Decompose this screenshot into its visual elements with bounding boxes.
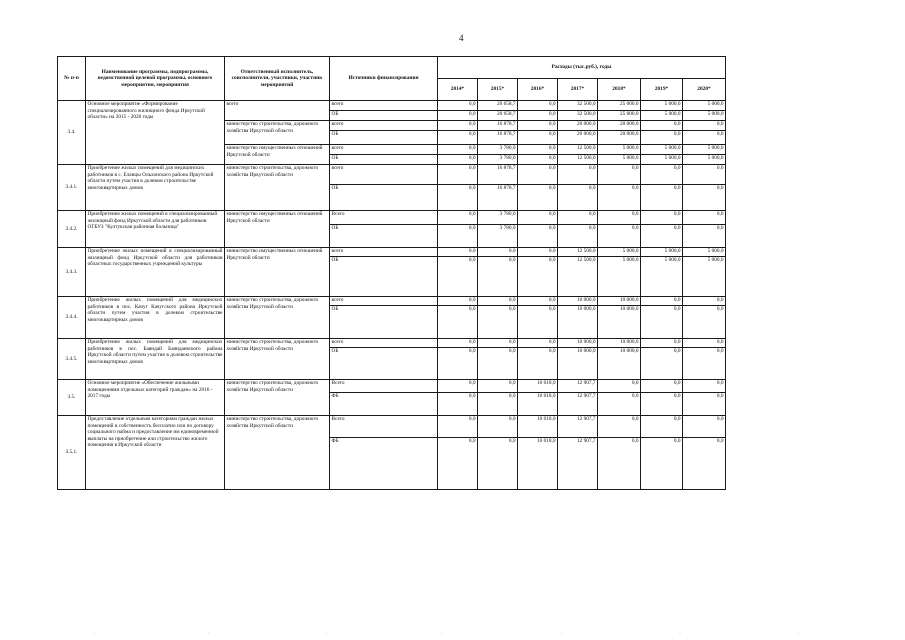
scan-mark: · [561,631,563,637]
amount-cell: 20 658,7 [478,101,518,111]
amount-cell: 5 000,0 [641,248,683,257]
funding-source: ОБ [330,225,438,248]
amount-cell: 10 018,0 [518,416,558,438]
row-number: 3.4.2. [58,211,86,248]
header-name: Наименование программы, подпрограммы, ведомственной целевой программы, основного мероприятия, мероприятия [86,57,225,101]
amount-cell: 12 500,0 [558,155,598,165]
funding-source: ОБ [330,111,438,121]
funding-source: ОБ [330,185,438,211]
amount-cell: 5 000,0 [641,145,683,155]
amount-cell: 20 000,0 [558,121,598,131]
amount-cell: 16 878,7 [478,121,518,131]
amount-cell: 10 000,0 [598,297,641,306]
amount-cell: 0,0 [518,339,558,348]
funding-source: ФБ [330,438,438,490]
amount-cell: 5 000,0 [641,111,683,121]
amount-cell: 10 000,0 [558,348,598,380]
amount-cell: 0,0 [438,380,478,393]
amount-cell: 0,0 [478,257,518,297]
funding-source: всего [330,339,438,348]
amount-cell: 0,0 [518,111,558,121]
funding-source: ОБ [330,306,438,339]
row-name: Приобретение жилых помещений для медицинских работников в с. Еланцы Ольхонского района Иркутской области путем участия в долевом строительстве многоквартирных домов [86,165,225,211]
amount-cell: 0,0 [438,211,478,225]
amount-cell: 0,0 [438,185,478,211]
row-number: 3.4.5. [58,339,86,380]
amount-cell: 0,0 [683,306,726,339]
amount-cell: 12 500,0 [558,257,598,297]
amount-cell: 0,0 [438,131,478,145]
amount-cell: 5 000,0 [598,155,641,165]
amount-cell: 16 878,7 [478,131,518,145]
row-number: 3.4.4. [58,297,86,339]
funding-source: ОБ [330,348,438,380]
amount-cell: 10 018,0 [518,393,558,416]
amount-cell: 3 780,0 [478,211,518,225]
amount-cell: 12 500,0 [558,145,598,155]
funding-source: всего [330,101,438,111]
funding-source: ОБ [330,155,438,165]
amount-cell: 0,0 [518,257,558,297]
scan-mark: · [325,631,327,637]
amount-cell: 0,0 [438,248,478,257]
amount-cell: 0,0 [683,393,726,416]
amount-cell: 0,0 [518,155,558,165]
amount-cell: 12 907,7 [558,416,598,438]
amount-cell: 5 000,0 [683,145,726,155]
header-year: 2019* [641,79,683,101]
amount-cell: 0,0 [641,211,683,225]
amount-cell: 0,0 [478,348,518,380]
amount-cell: 5 000,0 [641,155,683,165]
amount-cell: 0,0 [683,438,726,490]
amount-cell: 0,0 [438,306,478,339]
amount-cell: 5 000,0 [598,145,641,155]
amount-cell: 0,0 [438,416,478,438]
header-num: № п-п [58,57,86,101]
amount-cell: 0,0 [438,438,478,490]
funding-source: всего [330,145,438,155]
funding-source: ОБ [330,131,438,145]
amount-cell: 0,0 [518,348,558,380]
row-name: Основное мероприятие «Формирование специализированного жилищного фонда Иркутской области» на 2015 - 2020 годы [86,101,225,165]
amount-cell: 0,0 [518,297,558,306]
amount-cell: 0,0 [518,101,558,111]
amount-cell: 0,0 [438,145,478,155]
row-executor: министерство строительства, дорожного хозяйства Иркутской области [225,380,330,416]
amount-cell: 0,0 [438,111,478,121]
amount-cell: 12 500,0 [558,248,598,257]
amount-cell: 0,0 [598,225,641,248]
amount-cell: 0,0 [438,155,478,165]
amount-cell: 10 000,0 [598,339,641,348]
amount-cell: 0,0 [518,306,558,339]
amount-cell: 5 000,0 [641,257,683,297]
amount-cell: 0,0 [641,339,683,348]
amount-cell: 0,0 [478,306,518,339]
row-number: 3.5.1. [58,416,86,490]
row-name: Приобретение жилых помещений для медицинских работников в пос. Качуг Качугского района Иркутской области путем участия в долевом строительстве многоквартирных домов [86,297,225,339]
amount-cell: 0,0 [641,185,683,211]
amount-cell: 0,0 [641,131,683,145]
amount-cell: 5 000,0 [641,101,683,111]
header-year: 2015* [478,79,518,101]
amount-cell: 0,0 [518,121,558,131]
amount-cell: 0,0 [478,248,518,257]
amount-cell: 25 000,0 [598,111,641,121]
row-name: Предоставление отдельным категориям граждан жилых помещений в собственность бесплатно или по договору социального найма и предоставление им единовременной выплаты на приобретение или строительство жилого помещения в Иркутской области [86,416,225,490]
header-year: 2017* [558,79,598,101]
amount-cell: 0,0 [641,306,683,339]
amount-cell: 0,0 [641,393,683,416]
amount-cell: 0,0 [558,211,598,225]
scan-mark: · [679,631,681,637]
row-name: Приобретение жилых помещений в специализированный жилищный фонд Иркутской области для работников областных государственных учреждений культуры [86,248,225,297]
amount-cell: 20 000,0 [598,121,641,131]
funding-source: всего [330,121,438,131]
amount-cell: 5 000,0 [683,257,726,297]
amount-cell: 0,0 [683,185,726,211]
amount-cell: 0,0 [558,165,598,185]
row-name: Приобретение жилых помещений для медицинских работников в пос. Баяндай Баяндаевского района Иркутской области путем участия в долевом строительстве многоквартирных домов [86,339,225,380]
amount-cell: 0,0 [641,121,683,131]
header-source: Источники финансирования [330,57,438,101]
amount-cell: 0,0 [518,145,558,155]
amount-cell: 0,0 [598,380,641,393]
scan-mark: · [797,631,799,637]
amount-cell: 0,0 [478,393,518,416]
row-executor: министерство имущественных отношений Иркутской области [225,248,330,297]
amount-cell: 0,0 [683,348,726,380]
header-executor: Ответственный исполнитель, соисполнители, участники, участник мероприятий [225,57,330,101]
funding-source: ОБ [330,257,438,297]
row-executor: министерство строительства, дорожного хозяйства Иркутской области [225,297,330,339]
amount-cell: 0,0 [438,257,478,297]
amount-cell: 0,0 [558,225,598,248]
row-number: 3.4. [58,101,86,165]
amount-cell: 5 000,0 [683,155,726,165]
amount-cell: 10 000,0 [558,297,598,306]
amount-cell: 0,0 [518,185,558,211]
amount-cell: 0,0 [438,339,478,348]
amount-cell: 0,0 [478,438,518,490]
amount-cell: 0,0 [518,131,558,145]
amount-cell: 12 907,7 [558,393,598,416]
amount-cell: 5 000,0 [598,257,641,297]
amount-cell: 0,0 [598,185,641,211]
funding-source: Всего [330,211,438,225]
amount-cell: 0,0 [438,121,478,131]
amount-cell: 0,0 [683,416,726,438]
amount-cell: 12 907,7 [558,438,598,490]
amount-cell: 0,0 [518,225,558,248]
row-executor: министерство строительства, дорожного хозяйства Иркутской области [225,121,330,145]
amount-cell: 0,0 [641,348,683,380]
header-expenses: Расходы (тыс.руб.), годы [438,57,726,79]
amount-cell: 5 000,0 [683,111,726,121]
funding-source: всего [330,297,438,306]
funding-source: Всего [330,416,438,438]
amount-cell: 0,0 [558,185,598,211]
amount-cell: 12 907,7 [558,380,598,393]
row-executor: министерство строительства, дорожного хозяйства Иркутской области [225,416,330,490]
amount-cell: 0,0 [438,225,478,248]
amount-cell: 0,0 [683,297,726,306]
amount-cell: 0,0 [518,211,558,225]
amount-cell: 10 000,0 [558,306,598,339]
amount-cell: 0,0 [641,416,683,438]
amount-cell: 20 000,0 [558,131,598,145]
row-number: 3.4.1. [58,165,86,211]
amount-cell: 20 658,7 [478,111,518,121]
scan-mark: · [208,631,210,637]
amount-cell: 0,0 [438,165,478,185]
row-number: 3.5. [58,380,86,416]
amount-cell: 5 000,0 [683,101,726,111]
amount-cell: 25 000,0 [598,101,641,111]
header-year: 2016* [518,79,558,101]
amount-cell: 0,0 [683,380,726,393]
amount-cell: 20 000,0 [598,131,641,145]
row-name: Приобретение жилых помещений в специализированный жилищный фонд Иркутской области для работников ОГБУЗ "Култукская районная больница" [86,211,225,248]
funding-source: Всего [330,380,438,393]
amount-cell: 32 500,0 [558,101,598,111]
amount-cell: 5 000,0 [683,248,726,257]
amount-cell: 16 878,7 [478,185,518,211]
amount-cell: 0,0 [641,225,683,248]
row-executor: министерство имущественных отношений Иркутской области [225,145,330,165]
amount-cell: 0,0 [438,101,478,111]
amount-cell: 10 000,0 [598,348,641,380]
amount-cell: 0,0 [478,416,518,438]
amount-cell: 0,0 [641,297,683,306]
funding-source: ФБ [330,393,438,416]
funding-source: всего [330,248,438,257]
amount-cell: 3 780,0 [478,225,518,248]
scan-mark: · [93,631,95,637]
amount-cell: 0,0 [683,211,726,225]
funding-source: всего [330,165,438,185]
amount-cell: 0,0 [598,438,641,490]
scan-marks [0,631,905,639]
header-year: 2018* [598,79,641,101]
amount-cell: 0,0 [598,393,641,416]
amount-cell: 0,0 [478,339,518,348]
row-number: 3.4.3. [58,248,86,297]
amount-cell: 0,0 [641,380,683,393]
amount-cell: 0,0 [438,393,478,416]
amount-cell: 0,0 [518,165,558,185]
amount-cell: 0,0 [683,121,726,131]
header-year: 2020* [683,79,726,101]
amount-cell: 0,0 [683,225,726,248]
amount-cell: 0,0 [598,211,641,225]
amount-cell: 0,0 [598,416,641,438]
header-year: 2014* [438,79,478,101]
amount-cell: 16 878,7 [478,165,518,185]
row-executor: министерство имущественных отношений Иркутской области [225,211,330,248]
amount-cell: 10 018,0 [518,380,558,393]
page-number: 4 [459,33,464,43]
row-executor: министерство строительства, дорожного хозяйства Иркутской области [225,339,330,380]
amount-cell: 10 000,0 [598,306,641,339]
scan-mark: · [441,631,443,637]
row-name: Основное мероприятие «Обеспечение жильными помещениями отдельных категорий граждан» на 2016 - 2017 годы [86,380,225,416]
amount-cell: 0,0 [683,339,726,348]
amount-cell: 0,0 [641,438,683,490]
budget-table [57,56,726,490]
amount-cell: 3 780,0 [478,145,518,155]
amount-cell: 5 000,0 [598,248,641,257]
amount-cell: 0,0 [641,165,683,185]
amount-cell: 10 000,0 [558,339,598,348]
amount-cell: 0,0 [598,165,641,185]
amount-cell: 0,0 [478,297,518,306]
row-executor: всего [225,101,330,121]
amount-cell: 0,0 [683,165,726,185]
amount-cell: 0,0 [518,248,558,257]
amount-cell: 0,0 [438,348,478,380]
amount-cell: 3 780,0 [478,155,518,165]
amount-cell: 10 018,0 [518,438,558,490]
amount-cell: 0,0 [478,380,518,393]
amount-cell: 0,0 [683,131,726,145]
amount-cell: 0,0 [438,297,478,306]
row-executor: министерство строительства, дорожного хозяйства Иркутской области [225,165,330,211]
amount-cell: 32 500,0 [558,111,598,121]
